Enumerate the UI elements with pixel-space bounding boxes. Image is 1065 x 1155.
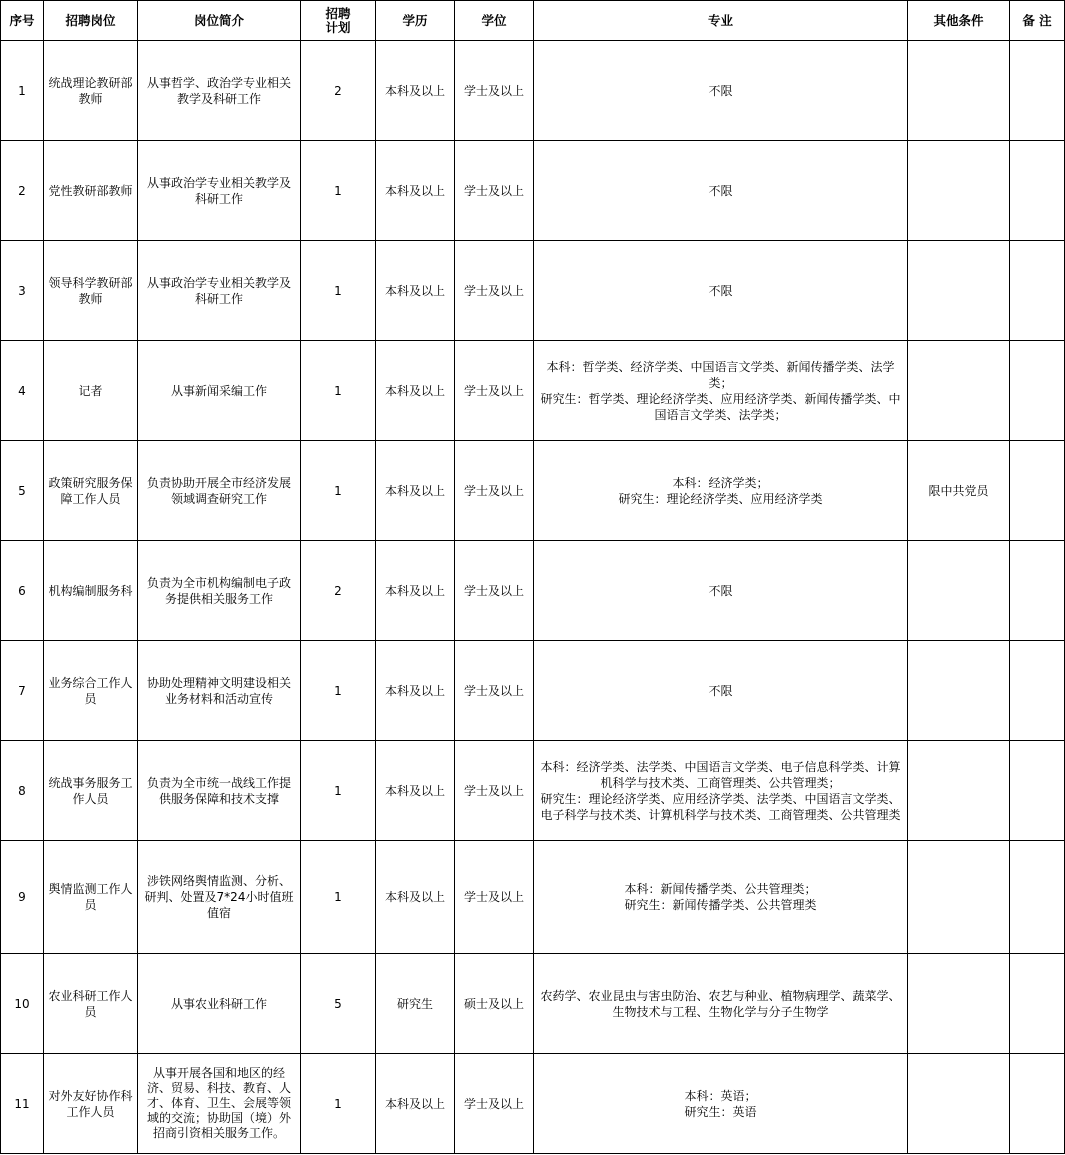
cell-degree: 学士及以上 bbox=[455, 841, 534, 954]
cell-degree: 学士及以上 bbox=[455, 1054, 534, 1154]
cell-major: 本科：哲学类、经济学类、中国语言文学类、新闻传播学类、法学类； 研究生：哲学类、理论经济学类、应用经济学类、新闻传播学类、中国语言文学类、法学类； bbox=[534, 341, 908, 441]
table-row bbox=[1, 954, 1065, 1054]
cell-note bbox=[1010, 241, 1065, 341]
cell-no: 11 bbox=[1, 1054, 44, 1154]
header-plan: 招聘 计划 bbox=[301, 1, 376, 41]
cell-degree: 学士及以上 bbox=[455, 241, 534, 341]
header-other: 其他条件 bbox=[908, 1, 1010, 41]
cell-major: 不限 bbox=[534, 141, 908, 241]
cell-major: 不限 bbox=[534, 41, 908, 141]
cell-plan: 2 bbox=[301, 541, 376, 641]
cell-edu: 本科及以上 bbox=[376, 541, 455, 641]
table-row bbox=[1, 1054, 1065, 1154]
cell-other bbox=[908, 541, 1010, 641]
cell-major: 本科：经济学类； 研究生：理论经济学类、应用经济学类 bbox=[534, 441, 908, 541]
cell-post: 对外友好协作科工作人员 bbox=[44, 1054, 138, 1154]
cell-other bbox=[908, 341, 1010, 441]
cell-no: 8 bbox=[1, 741, 44, 841]
cell-desc: 从事新闻采编工作 bbox=[138, 341, 301, 441]
table-row bbox=[1, 241, 1065, 341]
cell-major: 农药学、农业昆虫与害虫防治、农艺与种业、植物病理学、蔬菜学、生物技术与工程、生物化学与分子生物学 bbox=[534, 954, 908, 1054]
cell-post: 领导科学教研部教师 bbox=[44, 241, 138, 341]
cell-note bbox=[1010, 441, 1065, 541]
cell-other bbox=[908, 741, 1010, 841]
cell-degree: 学士及以上 bbox=[455, 341, 534, 441]
header-desc: 岗位简介 bbox=[138, 1, 301, 41]
cell-no: 10 bbox=[1, 954, 44, 1054]
cell-note bbox=[1010, 841, 1065, 954]
cell-desc: 从事哲学、政治学专业相关教学及科研工作 bbox=[138, 41, 301, 141]
cell-edu: 本科及以上 bbox=[376, 441, 455, 541]
cell-post: 业务综合工作人员 bbox=[44, 641, 138, 741]
cell-plan: 1 bbox=[301, 441, 376, 541]
cell-edu: 本科及以上 bbox=[376, 841, 455, 954]
cell-desc: 从事政治学专业相关教学及科研工作 bbox=[138, 141, 301, 241]
cell-note bbox=[1010, 741, 1065, 841]
table-row bbox=[1, 741, 1065, 841]
cell-desc: 从事开展各国和地区的经济、贸易、科技、教育、人才、体育、卫生、会展等领域的交流；协助国（境）外招商引资相关服务工作。 bbox=[138, 1054, 301, 1154]
table-row bbox=[1, 841, 1065, 954]
cell-edu: 本科及以上 bbox=[376, 1054, 455, 1154]
table-row bbox=[1, 641, 1065, 741]
cell-note bbox=[1010, 541, 1065, 641]
cell-plan: 1 bbox=[301, 341, 376, 441]
table-row bbox=[1, 41, 1065, 141]
cell-other bbox=[908, 141, 1010, 241]
cell-plan: 1 bbox=[301, 641, 376, 741]
cell-post: 农业科研工作人员 bbox=[44, 954, 138, 1054]
table-row bbox=[1, 541, 1065, 641]
cell-other bbox=[908, 41, 1010, 141]
cell-degree: 学士及以上 bbox=[455, 141, 534, 241]
cell-degree: 硕士及以上 bbox=[455, 954, 534, 1054]
cell-no: 9 bbox=[1, 841, 44, 954]
cell-no: 4 bbox=[1, 341, 44, 441]
cell-degree: 学士及以上 bbox=[455, 541, 534, 641]
cell-degree: 学士及以上 bbox=[455, 41, 534, 141]
cell-other: 限中共党员 bbox=[908, 441, 1010, 541]
cell-desc: 协助处理精神文明建设相关业务材料和活动宣传 bbox=[138, 641, 301, 741]
cell-desc: 从事农业科研工作 bbox=[138, 954, 301, 1054]
cell-no: 1 bbox=[1, 41, 44, 141]
cell-other bbox=[908, 954, 1010, 1054]
cell-plan: 1 bbox=[301, 841, 376, 954]
cell-major: 本科：英语； 研究生：英语 bbox=[534, 1054, 908, 1154]
cell-plan: 1 bbox=[301, 741, 376, 841]
header-edu: 学历 bbox=[376, 1, 455, 41]
header-note: 备 注 bbox=[1010, 1, 1065, 41]
cell-post: 记者 bbox=[44, 341, 138, 441]
header-no: 序号 bbox=[1, 1, 44, 41]
cell-degree: 学士及以上 bbox=[455, 441, 534, 541]
cell-desc: 负责协助开展全市经济发展领域调查研究工作 bbox=[138, 441, 301, 541]
cell-no: 5 bbox=[1, 441, 44, 541]
cell-no: 3 bbox=[1, 241, 44, 341]
cell-other bbox=[908, 241, 1010, 341]
cell-post: 统战理论教研部教师 bbox=[44, 41, 138, 141]
cell-other bbox=[908, 1054, 1010, 1154]
cell-other bbox=[908, 641, 1010, 741]
cell-no: 2 bbox=[1, 141, 44, 241]
cell-no: 7 bbox=[1, 641, 44, 741]
cell-edu: 本科及以上 bbox=[376, 41, 455, 141]
table-row bbox=[1, 441, 1065, 541]
cell-note bbox=[1010, 141, 1065, 241]
cell-plan: 2 bbox=[301, 41, 376, 141]
cell-major: 不限 bbox=[534, 641, 908, 741]
cell-post: 统战事务服务工作人员 bbox=[44, 741, 138, 841]
cell-post: 党性教研部教师 bbox=[44, 141, 138, 241]
table-row bbox=[1, 341, 1065, 441]
cell-note bbox=[1010, 1054, 1065, 1154]
cell-edu: 本科及以上 bbox=[376, 141, 455, 241]
cell-plan: 1 bbox=[301, 241, 376, 341]
cell-desc: 从事政治学专业相关教学及科研工作 bbox=[138, 241, 301, 341]
cell-degree: 学士及以上 bbox=[455, 641, 534, 741]
cell-edu: 本科及以上 bbox=[376, 241, 455, 341]
cell-desc: 负责为全市机构编制电子政务提供相关服务工作 bbox=[138, 541, 301, 641]
cell-degree: 学士及以上 bbox=[455, 741, 534, 841]
header-row bbox=[1, 1, 1065, 41]
cell-note bbox=[1010, 41, 1065, 141]
cell-plan: 1 bbox=[301, 1054, 376, 1154]
header-post: 招聘岗位 bbox=[44, 1, 138, 41]
cell-post: 机构编制服务科 bbox=[44, 541, 138, 641]
cell-post: 舆情监测工作人员 bbox=[44, 841, 138, 954]
table-row bbox=[1, 141, 1065, 241]
cell-plan: 5 bbox=[301, 954, 376, 1054]
cell-no: 6 bbox=[1, 541, 44, 641]
cell-desc: 负责为全市统一战线工作提供服务保障和技术支撑 bbox=[138, 741, 301, 841]
cell-edu: 研究生 bbox=[376, 954, 455, 1054]
cell-edu: 本科及以上 bbox=[376, 641, 455, 741]
cell-edu: 本科及以上 bbox=[376, 341, 455, 441]
cell-major: 不限 bbox=[534, 241, 908, 341]
cell-major: 本科：新闻传播学类、公共管理类； 研究生：新闻传播学类、公共管理类 bbox=[534, 841, 908, 954]
header-degree: 学位 bbox=[455, 1, 534, 41]
cell-edu: 本科及以上 bbox=[376, 741, 455, 841]
cell-desc: 涉铁网络舆情监测、分析、研判、处置及7*24小时值班值宿 bbox=[138, 841, 301, 954]
header-major: 专业 bbox=[534, 1, 908, 41]
cell-plan: 1 bbox=[301, 141, 376, 241]
cell-major: 本科：经济学类、法学类、中国语言文学类、电子信息科学类、计算机科学与技术类、工商管理类、公共管理类； 研究生：理论经济学类、应用经济学类、法学类、中国语言文学类、电子科学与技术类、计算机科学与技术类、工商管理类、公共管理类 bbox=[534, 741, 908, 841]
cell-other bbox=[908, 841, 1010, 954]
cell-note bbox=[1010, 341, 1065, 441]
cell-post: 政策研究服务保障工作人员 bbox=[44, 441, 138, 541]
cell-note bbox=[1010, 641, 1065, 741]
cell-note bbox=[1010, 954, 1065, 1054]
cell-major: 不限 bbox=[534, 541, 908, 641]
